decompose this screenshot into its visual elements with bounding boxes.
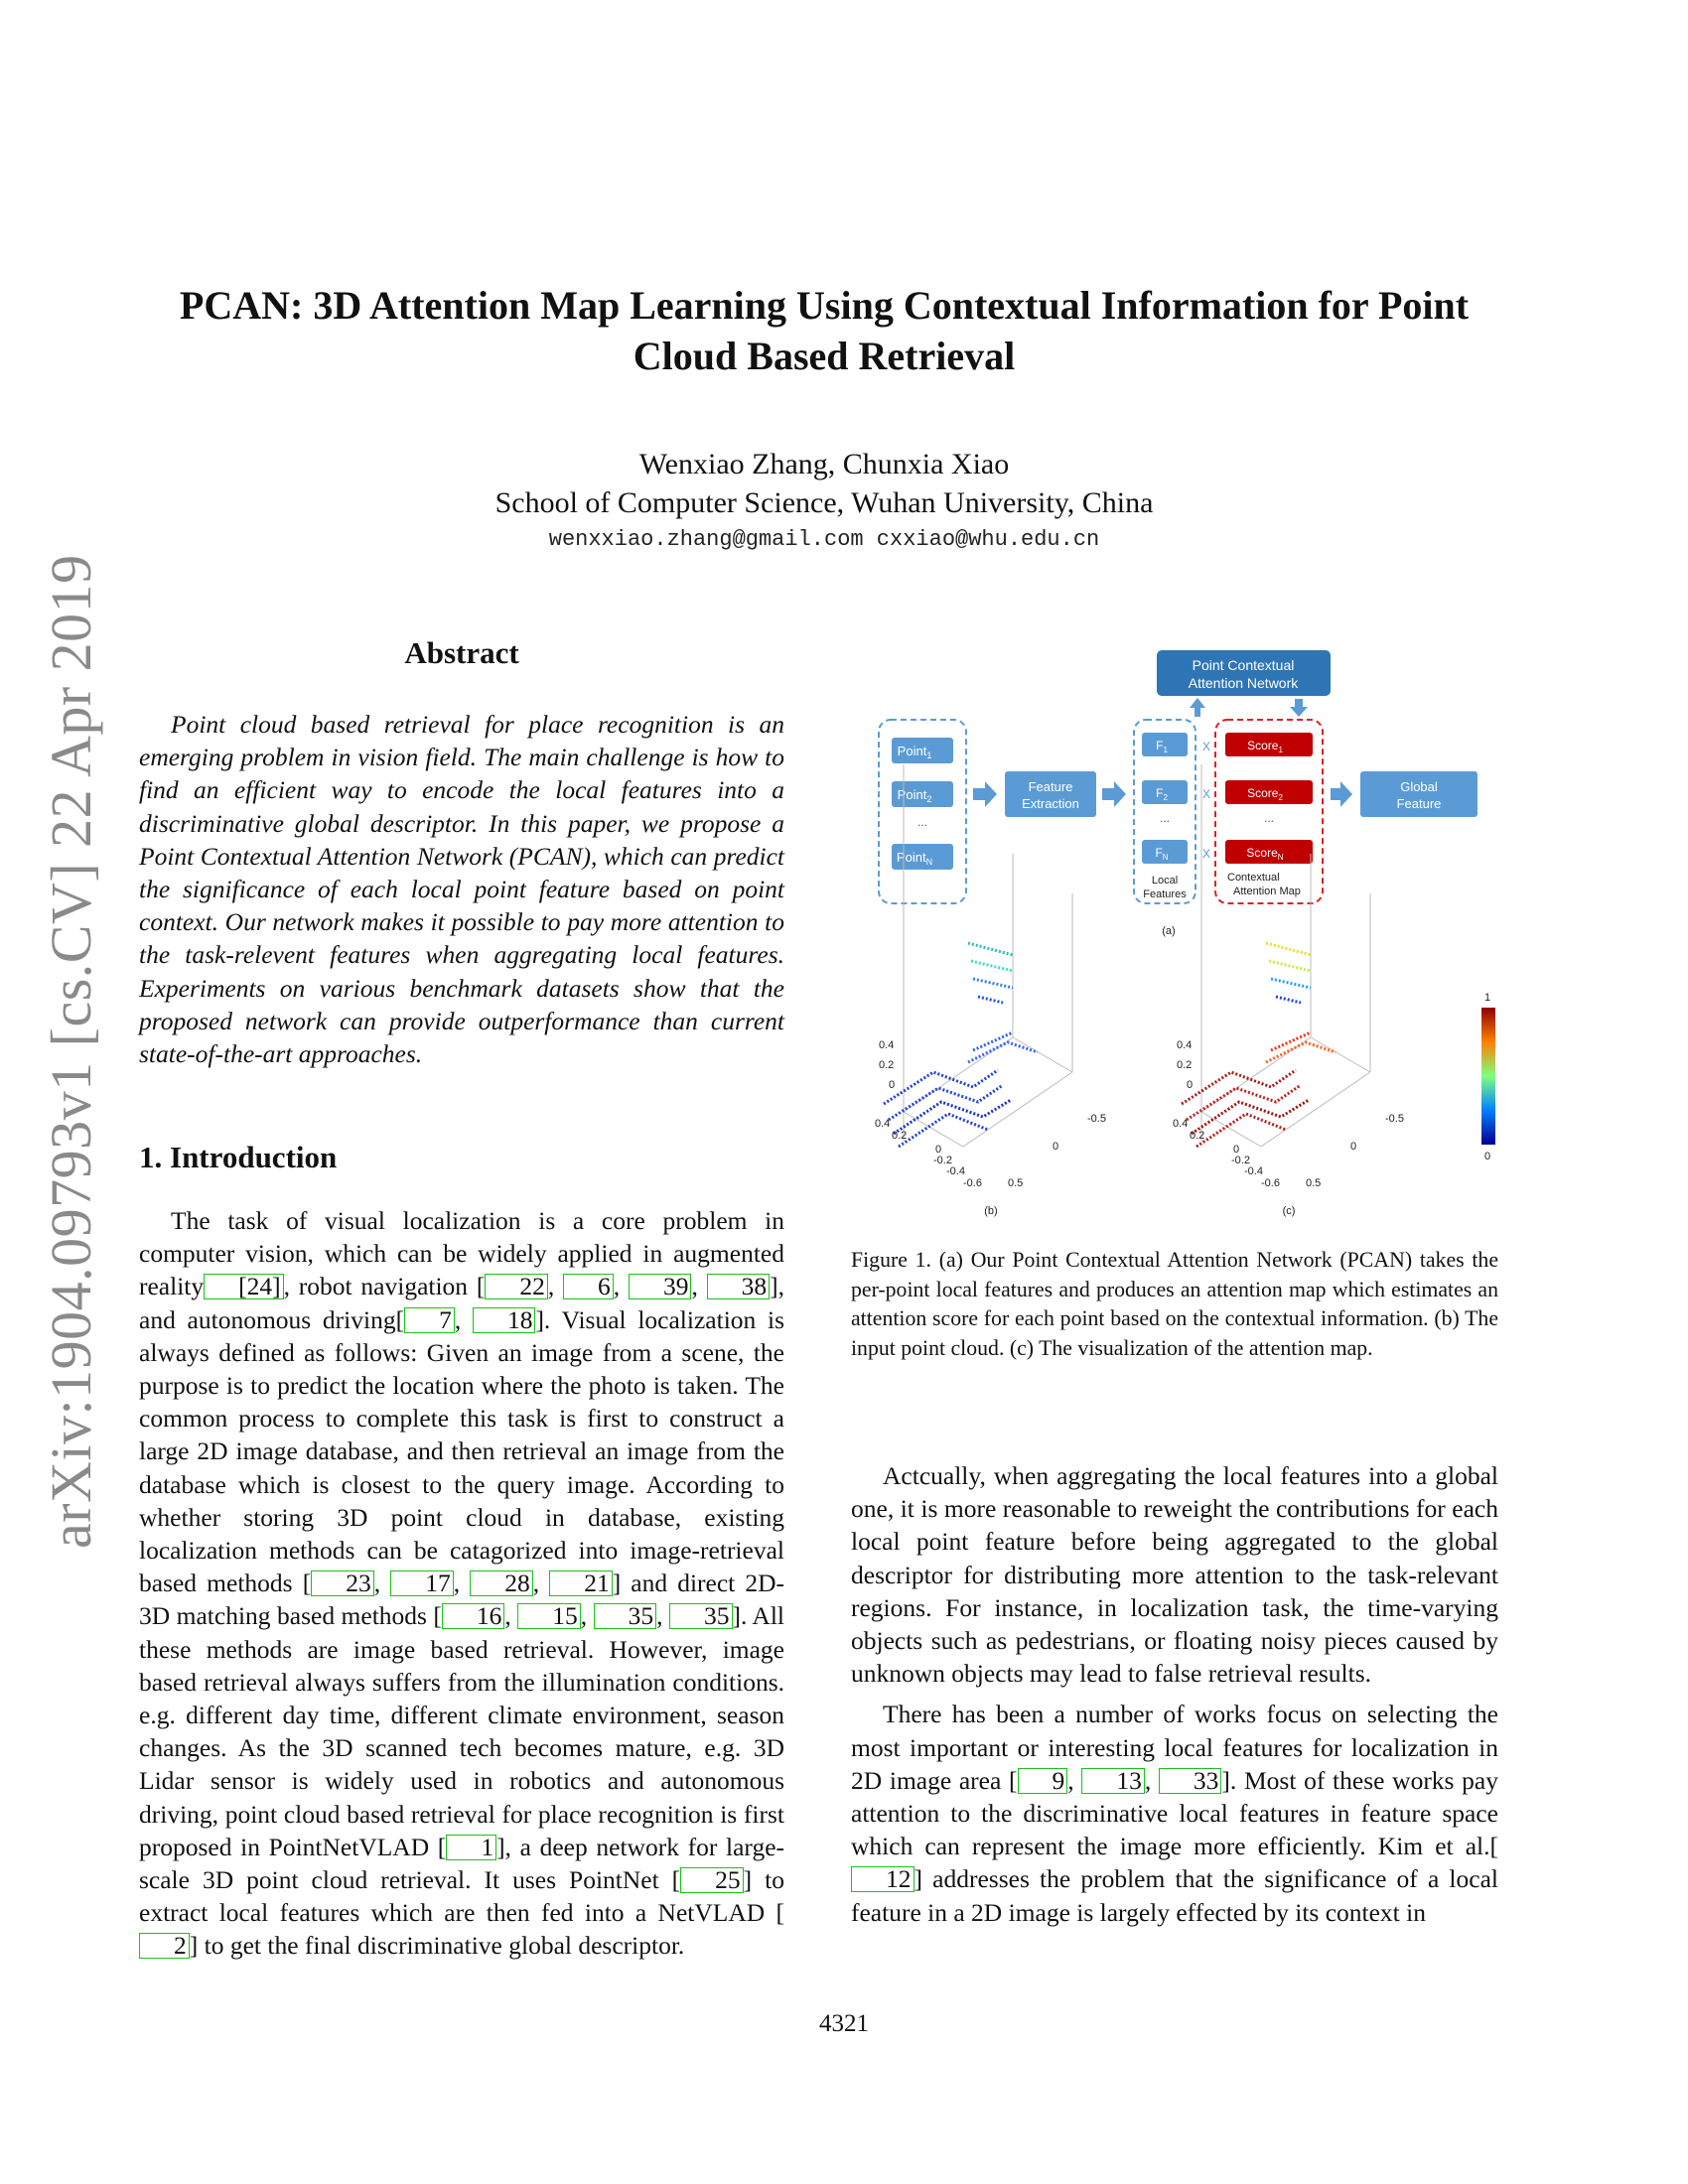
x-tick: -0.2 [933,1155,952,1166]
y-tick: -0.5 [1087,1113,1106,1125]
pcan-box-line2: Attention Network [1188,675,1299,691]
point-1-label: Point$_1$ [897,744,932,760]
citation-link[interactable]: 23 [311,1570,374,1596]
x-tick: 0 [1233,1144,1240,1156]
citation-link[interactable]: 25 [680,1867,744,1893]
feature-extraction-line2: Extraction [1022,796,1079,811]
pointcloud-c [1173,764,1404,1217]
axes-b [904,764,1072,1147]
author-block [129,445,1519,522]
points-b [884,943,1038,1147]
citation-link[interactable]: 33 [1159,1768,1222,1794]
abstract-text: Point cloud based retrieval for place recognition is an emerging problem in vision field. The main challenge is how to find an efficient way to encode the local features into a discriminative global descriptor. In this paper, we propose a Point Contextual Attention Network (PCAN), which can predict the significance of each local point feature based on point context. Our network makes it possible to pay more attention to the task-relevent features when aggregating local features. Experiments on various benchmark datasets show that the proposed network can provide outperformance than current state-of-the-art approaches. [139,710,784,1069]
citation-link[interactable]: [24] [204,1274,283,1299]
citation-link[interactable]: 28 [470,1570,533,1596]
z-tick: 0.2 [879,1059,895,1071]
multiply-icon: X [1202,740,1211,753]
citation-link[interactable]: 35 [594,1603,657,1629]
citation-link[interactable]: 18 [473,1307,536,1333]
figure-1 [874,645,1509,1221]
scores-ellipsis: ... [1263,811,1275,825]
affiliation: School of Computer Science, Wuhan University, China [494,486,1154,519]
y-tick: 0 [1053,1141,1059,1153]
x-tick: -0.2 [1231,1155,1250,1166]
label-b: (b) [984,1205,998,1217]
point-2-label: Point$_2$ [897,787,932,804]
multiply-icon: X [1202,847,1211,861]
x-tick: 0.2 [892,1130,908,1142]
z-tick: 0.2 [1177,1059,1193,1071]
paper-title-line1: PCAN: 3D Attention Map Learning Using Contextual Information for Point [179,283,1470,328]
citation-link[interactable]: 39 [629,1274,692,1299]
citation-link[interactable]: 6 [563,1274,614,1299]
page-number: 4321 [819,2010,869,2037]
local-features-line1: Local [1151,875,1179,887]
points-c [1182,943,1336,1147]
z-tick: 0.4 [1177,1039,1193,1051]
diagram-a [879,650,1477,937]
colorbar-min: 0 [1484,1151,1491,1162]
figure-caption: Figure 1. (a) Our Point Contextual Attention Network (PCAN) takes the per-point local features and produces an attention map which estimates an attention score for each point based on the contextual information. (b) The input point cloud. (c) The visualization of the attention map. [851,1248,1498,1360]
citation-link[interactable]: 15 [517,1603,581,1629]
arrow-right-icon [1331,781,1352,807]
x-tick: -0.4 [946,1165,965,1177]
point-n-label: Point$_N$ [896,850,933,867]
arrow-right-icon [1102,781,1126,807]
citation-link[interactable]: 38 [707,1274,771,1299]
colorbar-max: 1 [1484,992,1491,1004]
z-tick: 0 [889,1079,896,1091]
citation-link[interactable]: 17 [390,1570,454,1596]
feature-n-label: $F_N$ [1155,846,1169,862]
arrow-right-icon [973,781,997,807]
x-tick: -0.6 [1261,1177,1280,1189]
x-tick: -0.6 [963,1177,982,1189]
citation-link[interactable]: 1 [446,1835,496,1860]
y-tick: -0.5 [1385,1113,1404,1125]
arrow-up-icon [1190,698,1205,717]
features-ellipsis: ... [1159,811,1171,825]
global-feature-line1: Global [1400,779,1438,794]
score-1-label: Score$_1$ [1247,739,1283,754]
authors: Wenxiao Zhang, Chunxia Xiao [638,448,1010,480]
z-tick: 0 [1187,1079,1194,1091]
intro-heading: 1. Introduction [139,1140,338,1174]
citation-link[interactable]: 13 [1081,1768,1145,1794]
citation-link[interactable]: 9 [1018,1768,1068,1794]
citation-link[interactable]: 12 [851,1866,914,1892]
citation-link[interactable]: 21 [549,1570,613,1596]
feature-2-label: $F_2$ [1156,786,1168,802]
emails: wenxxiao.zhang@gmail.com cxxiao@whu.edu.cn [548,527,1100,552]
multiply-icon: X [1202,787,1211,801]
pointcloud-b [875,764,1106,1217]
intro-paragraph-1: The task of visual localization is a core problem in computer vision, which can be widely applied in augmented reality [24] , robot navigation [ 22 , 6 , 39 , 38 ], and autonomous driving[ 7 , 18 ]. Visual localization is always defined as follows: Given an image from a scene, the purpose is to predict the location where the photo is taken. The common process to complete this task is first to construct a large 2D image database, and then retrieval an image from the database which is closest to the query image. According to whether storing 3D point cloud in database, existing localization methods can be catagorized into image-retrieval based methods [ 23 , 17 , 28 , 21 ] and direct 2D-3D matching based methods [ 16 , 15 , 35 , 35 ]. All these methods are image based retrieval. However, image based retrieval always suffers from the illumination conditions. e.g. different day time, different climate environment, season changes. As the 3D scanned tech becomes mature, e.g. 3D Lidar sensor is widely used in robotics and autonomous driving, point cloud based retrieval for place recognition is first proposed in PointNetVLAD [ 1 ], a deep network for large-scale 3D point cloud retrieval. It uses PointNet [ 25 ] to extract local features which are then fed into a NetVLAD [2 ] to get the final discriminative global descriptor. [139,1206,785,1961]
x-tick: -0.4 [1244,1165,1263,1177]
contextual-map-line2: Attention Map [1233,886,1301,897]
score-2-label: Score$_2$ [1247,786,1283,802]
ticks-c [1173,1039,1404,1189]
y-tick: 0 [1350,1141,1357,1153]
y-tick: 0.5 [1306,1177,1322,1189]
intro-paragraph-2: Actcually, when aggregating the local features into a global one, it is more reasonable to reweight the contributions for each local point feature before being aggregated to the global descriptor for distributing more attention to the task-relevant regions. For instance, in localization task, the time-varying objects such as pedestrians, or floating noisy pieces caused by unknown objects may lead to false retrieval results. [851,1461,1498,1689]
intro-paragraph-3: There has been a number of works focus on selecting the most important or interesting local features for localization in 2D image area [ 9 , 13 , 33 ]. Most of these works pay attention to the discriminative local features in feature space which can represent the image more efficiently. Kim et al.[12 ] addresses the problem that the significance of a local feature in a 2D image is largely effected by its context in [851,1700,1498,1927]
citation-link[interactable]: 22 [485,1274,548,1299]
z-tick: 0.4 [879,1039,895,1051]
pcan-box-line1: Point Contextual [1192,657,1295,673]
points-ellipsis: ... [916,815,928,829]
intro-right-column [851,1459,1498,1937]
paper-title-line2: Cloud Based Retrieval [633,334,1016,378]
x-tick: 0 [935,1144,942,1156]
intro-left-column [139,1204,784,1971]
abstract-heading: Abstract [404,635,519,670]
label-c: (c) [1282,1205,1296,1217]
citation-link[interactable]: 7 [404,1307,455,1333]
citation-link[interactable]: 2 [139,1933,190,1959]
x-tick: 0.4 [875,1118,891,1130]
global-feature-line2: Feature [1396,796,1442,811]
arrow-down-icon [1290,699,1308,717]
feature-1-label: $F_1$ [1156,739,1168,754]
x-tick: 0.2 [1190,1130,1205,1142]
x-tick: 0.4 [1173,1118,1189,1130]
arxiv-stamp: arXiv:1904.09793v1 [cs.CV] 22 Apr 2019 [39,554,103,1549]
feature-extraction-line1: Feature [1028,779,1073,794]
citation-link[interactable]: 35 [669,1603,733,1629]
local-features-line2: Features [1143,888,1187,900]
contextual-map-line1: Contextual [1227,872,1280,884]
colorbar [1481,1008,1495,1145]
y-tick: 0.5 [1008,1177,1024,1189]
ticks-b [875,1039,1106,1189]
axes-c [1201,764,1370,1147]
label-a: (a) [1162,925,1176,937]
score-n-label: Score$_N$ [1246,846,1284,862]
citation-link[interactable]: 16 [442,1603,505,1629]
paper-title [129,280,1519,381]
